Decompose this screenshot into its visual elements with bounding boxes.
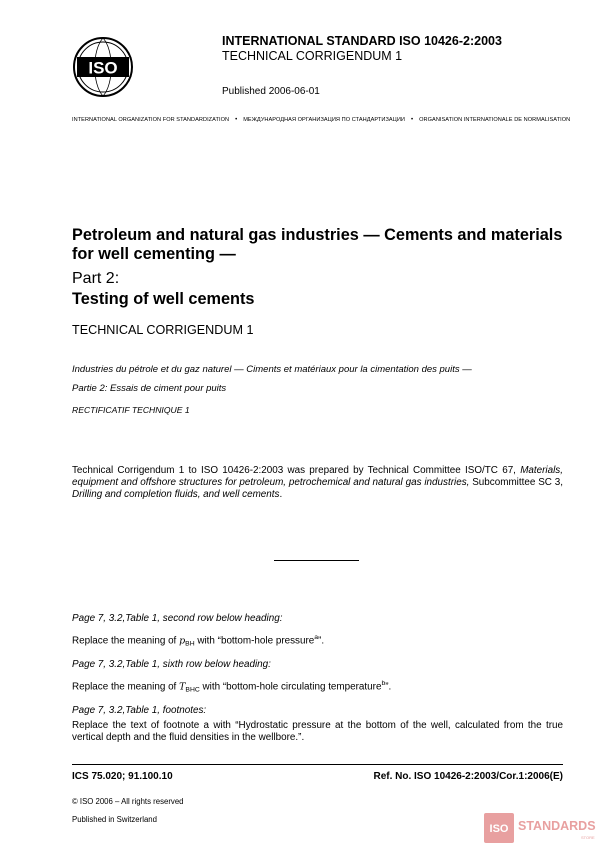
correction-text-part: ”. bbox=[385, 681, 392, 693]
corrigendum-label: TECHNICAL CORRIGENDUM 1 bbox=[72, 323, 254, 337]
iso-standards-store-watermark bbox=[484, 810, 596, 845]
ics-code: ICS 75.020; 91.100.10 bbox=[72, 771, 173, 782]
correction-text-part: ”. bbox=[318, 635, 325, 647]
intro-paragraph bbox=[72, 465, 563, 502]
correction-location: Page 7, 3.2,Table 1, second row below heading: bbox=[72, 613, 283, 624]
correction-location: Page 7, 3.2,Table 1, sixth row below heading: bbox=[72, 659, 271, 670]
organization-names bbox=[72, 117, 571, 123]
correction-text-part: Replace the meaning of bbox=[72, 681, 180, 693]
correction-text-part: Replace the meaning of bbox=[72, 635, 180, 647]
published-in: Published in Switzerland bbox=[72, 815, 157, 824]
org-name-ru: МЕЖДУНАРОДНАЯ ОРГАНИЗАЦИЯ ПО СТАНДАРТИЗАЦИИ bbox=[243, 117, 405, 123]
svg-text:ISO: ISO bbox=[88, 58, 118, 78]
separator-dot: • bbox=[410, 117, 414, 123]
intro-text: . bbox=[279, 489, 283, 501]
correction-location: Page 7, 3.2,Table 1, footnotes: bbox=[72, 705, 207, 716]
org-name-fr: ORGANISATION INTERNATIONALE DE NORMALISATION bbox=[419, 117, 571, 123]
iso-logo bbox=[72, 36, 134, 98]
part-title: Testing of well cements bbox=[72, 290, 255, 308]
part-label: Part 2: bbox=[72, 270, 120, 287]
correction-text-part: with “bottom-hole pressure bbox=[194, 635, 315, 647]
symbol-subscript: BH bbox=[185, 640, 195, 648]
french-corrigendum-label: RECTIFICATIF TECHNIQUE 1 bbox=[72, 405, 190, 415]
symbol: T bbox=[179, 681, 186, 693]
footer-rule bbox=[72, 764, 563, 765]
french-part-title: Partie 2: Essais de ciment pour puits bbox=[72, 383, 227, 394]
document-title: Petroleum and natural gas industries — Cements and materials for well cementing — bbox=[72, 226, 563, 263]
intro-text: Technical Corrigendum 1 to ISO 10426-2:2003 was prepared by Technical Committee ISO/TC 67, bbox=[72, 465, 521, 476]
copyright: © ISO 2006 – All rights reserved bbox=[72, 797, 184, 806]
correction-text bbox=[72, 632, 563, 651]
svg-text:STORE: STORE bbox=[581, 835, 595, 840]
french-title: Industries du pétrole et du gaz naturel — Ciments et matériaux pour la cimentation des puits — bbox=[72, 364, 472, 375]
footnote-ref: a bbox=[314, 634, 319, 641]
correction-text: Replace the text of footnote a with “Hydrostatic pressure at the bottom of the well, calculated from the true vertical depth and the fluid densities in the wellbore.”. bbox=[72, 720, 563, 744]
svg-text:STANDARDS: STANDARDS bbox=[518, 819, 596, 833]
corrigendum-header: TECHNICAL CORRIGENDUM 1 bbox=[222, 49, 403, 63]
intro-text: Subcommittee SC 3, bbox=[469, 477, 563, 489]
committee-title: Materials, equipment and offshore structures for petroleum, petrochemical and natural gas industries, bbox=[72, 465, 563, 489]
symbol: p bbox=[179, 635, 186, 647]
subcommittee-title: Drilling and completion fluids, and well cements bbox=[72, 489, 280, 501]
org-name-en: INTERNATIONAL ORGANIZATION FOR STANDARDIZATION bbox=[72, 117, 230, 123]
symbol-subscript: BHC bbox=[185, 686, 200, 694]
separator-dot: • bbox=[235, 117, 238, 123]
correction-text bbox=[72, 678, 563, 697]
separator-rule bbox=[274, 560, 359, 561]
correction-text-part: with “bottom-hole circulating temperature bbox=[199, 681, 382, 693]
svg-text:ISO: ISO bbox=[489, 823, 509, 835]
standard-title: INTERNATIONAL STANDARD ISO 10426-2:2003 bbox=[222, 34, 502, 48]
footnote-ref: b bbox=[381, 680, 386, 687]
published-date: Published 2006-06-01 bbox=[222, 86, 320, 97]
reference-number: Ref. No. ISO 10426-2:2003/Cor.1:2006(E) bbox=[373, 771, 563, 782]
